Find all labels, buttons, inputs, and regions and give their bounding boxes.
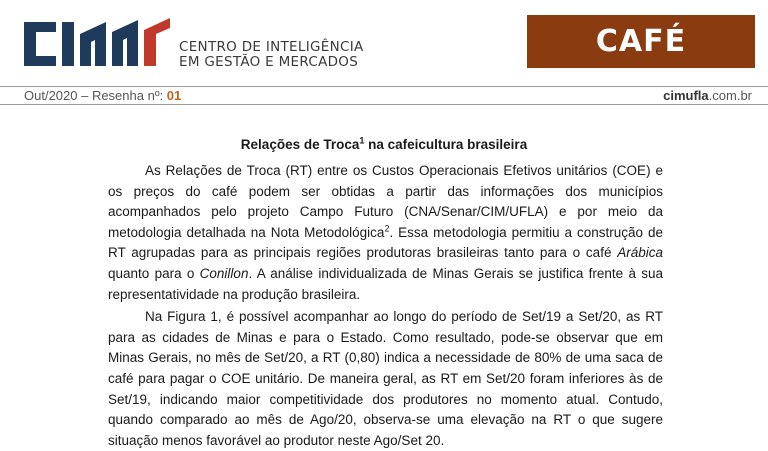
logo-letter-i bbox=[62, 22, 74, 66]
organization-name bbox=[179, 40, 364, 70]
paragraph-1-part-a: As Relações de Troca (RT) entre os Custos Operacionais Efetivos unitários (COE) e os preços do café podem ser obtidas a partir das informações dos municípios acompanhados pelo projeto Campo Futuro (CNA/Senar/CIM/UFLA) e por meio da metodologia detalhada na Nota Metodológica bbox=[108, 163, 663, 240]
issue-number: 01 bbox=[166, 88, 182, 103]
logo-accent-stroke bbox=[144, 18, 170, 66]
term-conillon: Conillon bbox=[199, 265, 249, 281]
logo-stroke-1 bbox=[80, 22, 106, 66]
paragraph-1 bbox=[108, 161, 663, 305]
website-link[interactable] bbox=[663, 88, 752, 104]
logo-stroke-2 bbox=[112, 20, 138, 66]
cim-logo bbox=[22, 18, 172, 70]
org-name-line-1: CENTRO DE INTELIGÊNCIA bbox=[179, 39, 364, 55]
article-body bbox=[108, 161, 663, 451]
article-title-rest: na cafeicultura brasileira bbox=[364, 137, 528, 152]
logo-letter-c bbox=[24, 22, 56, 66]
issue-info bbox=[24, 88, 181, 104]
website-link-name: cimufla bbox=[663, 88, 709, 103]
section-badge: CAFÉ bbox=[527, 15, 755, 68]
paragraph-2: Na Figura 1, é possível acompanhar ao longo do período de Set/19 a Set/20, as RT para as cidades de Minas e para o Estado. Como resultado, pode-se observar que em Minas Gerais, no mês de Set/20, a RT (0,80) indica a necessidade de 80% de uma saca de café para pagar o COE unitário. De maneira geral, as RT em Set/20 foram inferiores às de Set/19, indicando maior competitividade dos produtores no momento atual. Contudo, quando comparado ao mês de Ago/20, observa-se uma elevação na RT o que sugere situação menos favorável ao produtor neste Ago/Set 20. bbox=[108, 309, 663, 448]
article-title bbox=[0, 137, 768, 153]
website-link-domain: .com.br bbox=[708, 88, 752, 103]
org-name-line-2: EM GESTÃO E MERCADOS bbox=[179, 54, 359, 70]
footnote-ref-1[interactable]: 1 bbox=[359, 135, 365, 146]
paragraph-1-part-b: . Essa metodologia permitiu a construção de RT agrupadas para as principais regiões produtoras brasileiras tanto para o café bbox=[108, 224, 663, 261]
paragraph-1-part-c: quanto para o bbox=[108, 265, 200, 281]
paragraph-1-part-d: . A análise individualizada de Minas Gerais se justifica frente à sua representatividade na produção brasileira. bbox=[108, 265, 663, 302]
article-title-text: Relações de Troca bbox=[240, 137, 360, 152]
term-arabica: Arábica bbox=[617, 245, 663, 261]
footnote-ref-2[interactable]: 2 bbox=[384, 223, 390, 234]
issue-prefix: Out/2020 – Resenha nº: bbox=[24, 88, 167, 103]
